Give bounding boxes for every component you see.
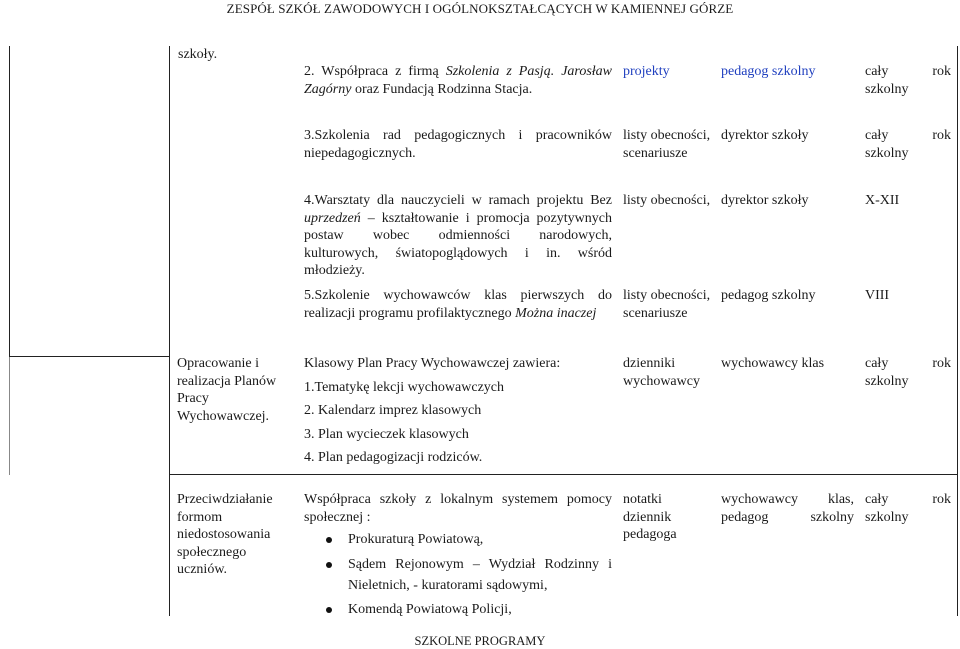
who-cell-5: wychowawcy klas xyxy=(721,356,825,371)
when-cell-3: X-XII xyxy=(865,193,900,208)
column-divider-1 xyxy=(169,46,170,616)
table-border-left xyxy=(9,46,10,357)
task-line: 3. Plan wycieczek klasowych xyxy=(304,426,469,442)
row-divider-2 xyxy=(169,474,958,475)
bullet-icon xyxy=(326,537,332,543)
who-cell-2: dyrektor szkoły xyxy=(721,128,809,143)
means-cell-5: dzienniki wychowawcy xyxy=(623,356,700,389)
means-cell-1: projekty xyxy=(623,64,670,79)
when-cell-5: cały rok szkolny xyxy=(865,356,951,389)
task-line: 2. Kalendarz imprez klasowych xyxy=(304,403,482,418)
who-cell-3: dyrektor szkoły xyxy=(721,193,809,208)
area-cell-6: Przeciwdziałanie formom niedostosowania społecznego uczniów. xyxy=(177,492,273,577)
task-text: Współpraca z firmą xyxy=(321,64,446,79)
task-cell-4 xyxy=(304,287,612,322)
when-cell-2: cały rok szkolny xyxy=(865,128,951,161)
list-item-text: Prokuraturą Powiatową, xyxy=(348,532,484,547)
who-cell-4: pedagog szkolny xyxy=(721,288,816,303)
who-cell-6: wychowawcy klas, pedagog szkolny xyxy=(721,492,854,525)
page-header: ZESPÓŁ SZKÓŁ ZAWODOWYCH I OGÓLNOKSZTAŁCĄCYCH W KAMIENNEJ GÓRZE xyxy=(226,1,734,16)
task-text-end: oraz Fundacją Rodzinna Stacja. xyxy=(351,81,533,97)
table-border-right xyxy=(957,46,958,616)
table-border-left-lower xyxy=(9,357,10,475)
task-cell-1 xyxy=(304,63,612,98)
list-item xyxy=(304,601,612,619)
task-text: 5.Szkolenie wychowawców klas pierwszych do realizacji programu profilaktycznego xyxy=(304,288,612,321)
bullet-icon xyxy=(326,562,332,568)
when-cell-6: cały rok szkolny xyxy=(865,492,951,525)
task-cell-5 xyxy=(304,355,612,467)
list-item-text: Sądem Rejonowym – Wydział Rodzinny i Nieletnich, - kuratorami sądowymi, xyxy=(348,556,612,593)
bullet-list xyxy=(304,531,612,618)
task-cell-6 xyxy=(304,491,612,618)
means-cell-4: listy obecności, scenariusze xyxy=(623,288,711,321)
who-cell-1: pedagog szkolny xyxy=(721,64,816,79)
task-text: 4.Warsztaty dla nauczycieli w ramach projektu Bez xyxy=(304,193,612,208)
means-cell-3: listy obecności, xyxy=(623,193,711,208)
list-item xyxy=(304,554,612,596)
bullet-icon xyxy=(326,607,332,613)
task-cell-2: 3.Szkolenia rad pedagogicznych i pracowników niepedagogicznych. xyxy=(304,128,612,161)
task-text-end: – kształtowanie i promocja pozytywnych postaw wobec odmienności narodowych, kulturowych, światopoglądowych i in. wśród młodzieży. xyxy=(304,210,612,278)
row-divider-1 xyxy=(9,356,169,357)
when-cell-1: cały rok szkolny xyxy=(865,64,951,97)
means-cell-6: notatki dziennik pedagoga xyxy=(623,492,677,542)
area-cell-1: szkoły. xyxy=(178,47,218,62)
task-line: 4. Plan pedagogizacji rodziców. xyxy=(304,450,483,465)
area-cell-5: Opracowanie i realizacja Planów Pracy Wychowawczej. xyxy=(177,356,277,424)
list-item xyxy=(304,531,612,549)
task-num: 2. xyxy=(304,64,322,79)
means-cell-2: listy obecności, scenariusze xyxy=(623,128,711,161)
list-item-text: Komendą Powiatową Policji, xyxy=(348,601,512,617)
task-line: Klasowy Plan Pracy Wychowawczej zawiera: xyxy=(304,356,561,371)
when-cell-4: VIII xyxy=(865,288,890,303)
task-line: 1.Tematykę lekcji wychowawczych xyxy=(304,379,504,395)
task-italic: Szkolenia z Pasją. Jarosław Zagórny xyxy=(304,64,613,97)
task-intro: Współpraca szkoły z lokalnym systemem pomocy społecznej : xyxy=(304,492,612,525)
task-italic: uprzedzeń xyxy=(304,210,361,226)
task-italic: Można inaczej xyxy=(515,305,597,321)
task-cell-3 xyxy=(304,192,612,280)
page-footer: SZKOLNE PROGRAMY xyxy=(414,634,546,648)
